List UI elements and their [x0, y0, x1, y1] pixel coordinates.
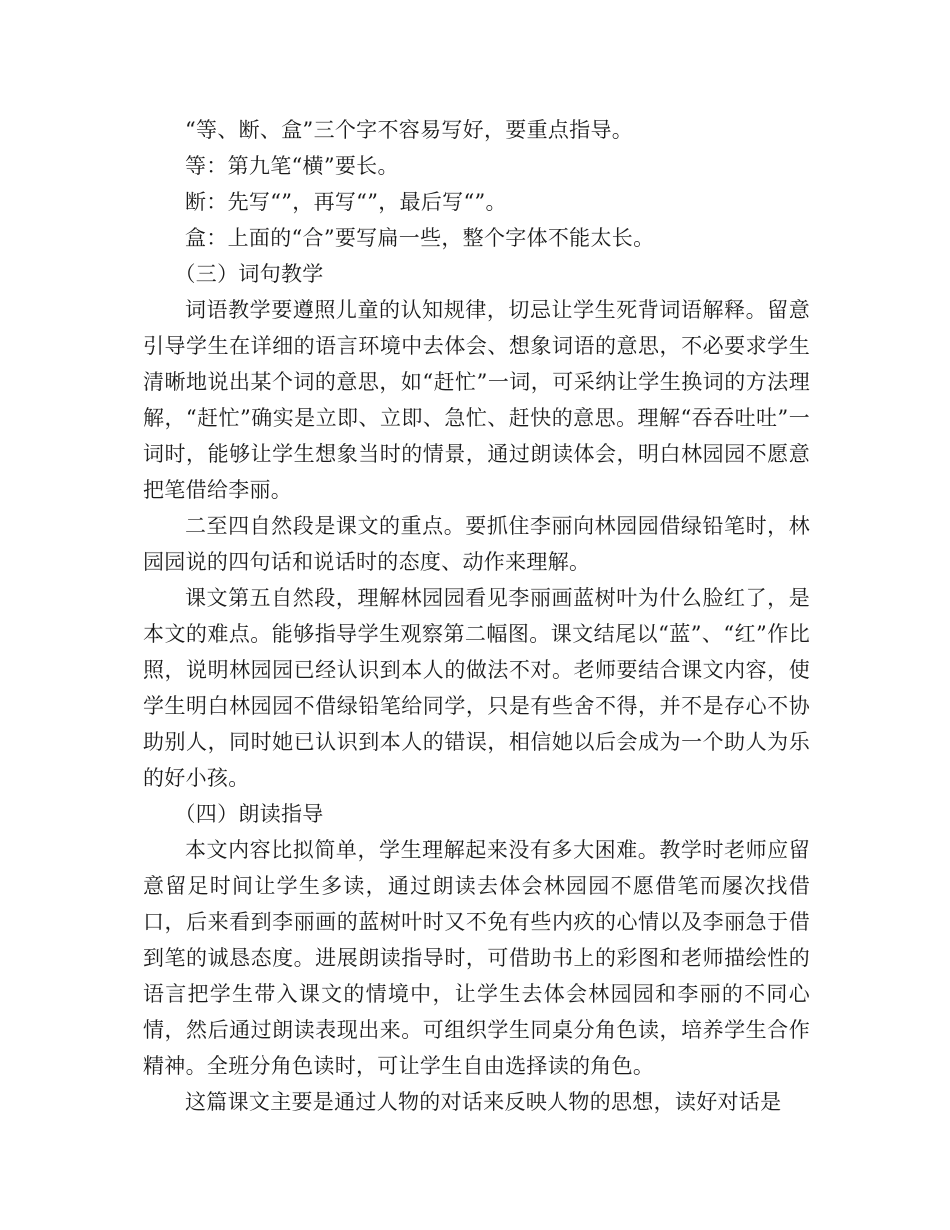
paragraph-duan: 断：先写“”，再写“”，最后写“”。: [185, 190, 507, 214]
paragraph-fifth-section: 课文第五自然段，理解林园园看见李丽画蓝树叶为什么脸红了，是本文的难点。能够指导学生观察第二幅图。课文结尾以“蓝”、“红”作比照，说明林园园已经认识到本人的做法不对。老师要结合课文内容，使学生明白林园园不借绿铅笔给同学，只是有些舍不得，并不是存心不协助别人，同时她已认识到本人的错误，相信她以后会成为一个助人为乐的好小孩。: [143, 586, 810, 790]
section-heading-reading: （四）朗读指导: [174, 802, 324, 826]
document-body: [143, 112, 810, 1120]
paragraph-deng: 等：第九笔“横”要长。: [185, 154, 399, 178]
paragraph-key-characters: “等、断、盒”三个字不容易写好，要重点指导。: [185, 118, 634, 142]
paragraph-key-sections: 二至四自然段是课文的重点。要抓住李丽向林园园借绿铅笔时，林园园说的四句话和说话时的态度、动作来理解。: [143, 514, 810, 574]
paragraph-he: 盒：上面的“合”要写扁一些，整个字体不能太长。: [185, 226, 655, 250]
paragraph-word-teaching: 词语教学要遵照儿童的认知规律，切忌让学生死背词语解释。留意引导学生在详细的语言环境中去体会、想象词语的意思，不必要求学生清晰地说出某个词的意思，如“赶忙”一词，可采纳让学生换词的方法理解，“赶忙”确实是立即、立即、急忙、赶快的意思。理解“吞吞吐吐”一词时，能够让学生想象当时的情景，通过朗读体会，明白林园园不愿意把笔借给李丽。: [143, 298, 810, 502]
paragraph-reading-guidance: 本文内容比拟简单，学生理解起来没有多大困难。教学时老师应留意留足时间让学生多读，通过朗读去体会林园园不愿借笔而屡次找借口，后来看到李丽画的蓝树叶时又不免有些内疚的心情以及李丽急于借到笔的诚恳态度。进展朗读指导时，可借助书上的彩图和老师描绘性的语言把学生带入课文的情境中，让学生去体会林园园和李丽的不同心情，然后通过朗读表现出来。可组织学生同桌分角色读，培养学生合作精神。全班分角色读时，可让学生自由选择读的角色。: [143, 838, 810, 1078]
paragraph-dialogue: 这篇课文主要是通过人物的对话来反映人物的思想，读好对话是: [185, 1090, 782, 1114]
section-heading-word-sentence: （三）词句教学: [174, 262, 324, 286]
